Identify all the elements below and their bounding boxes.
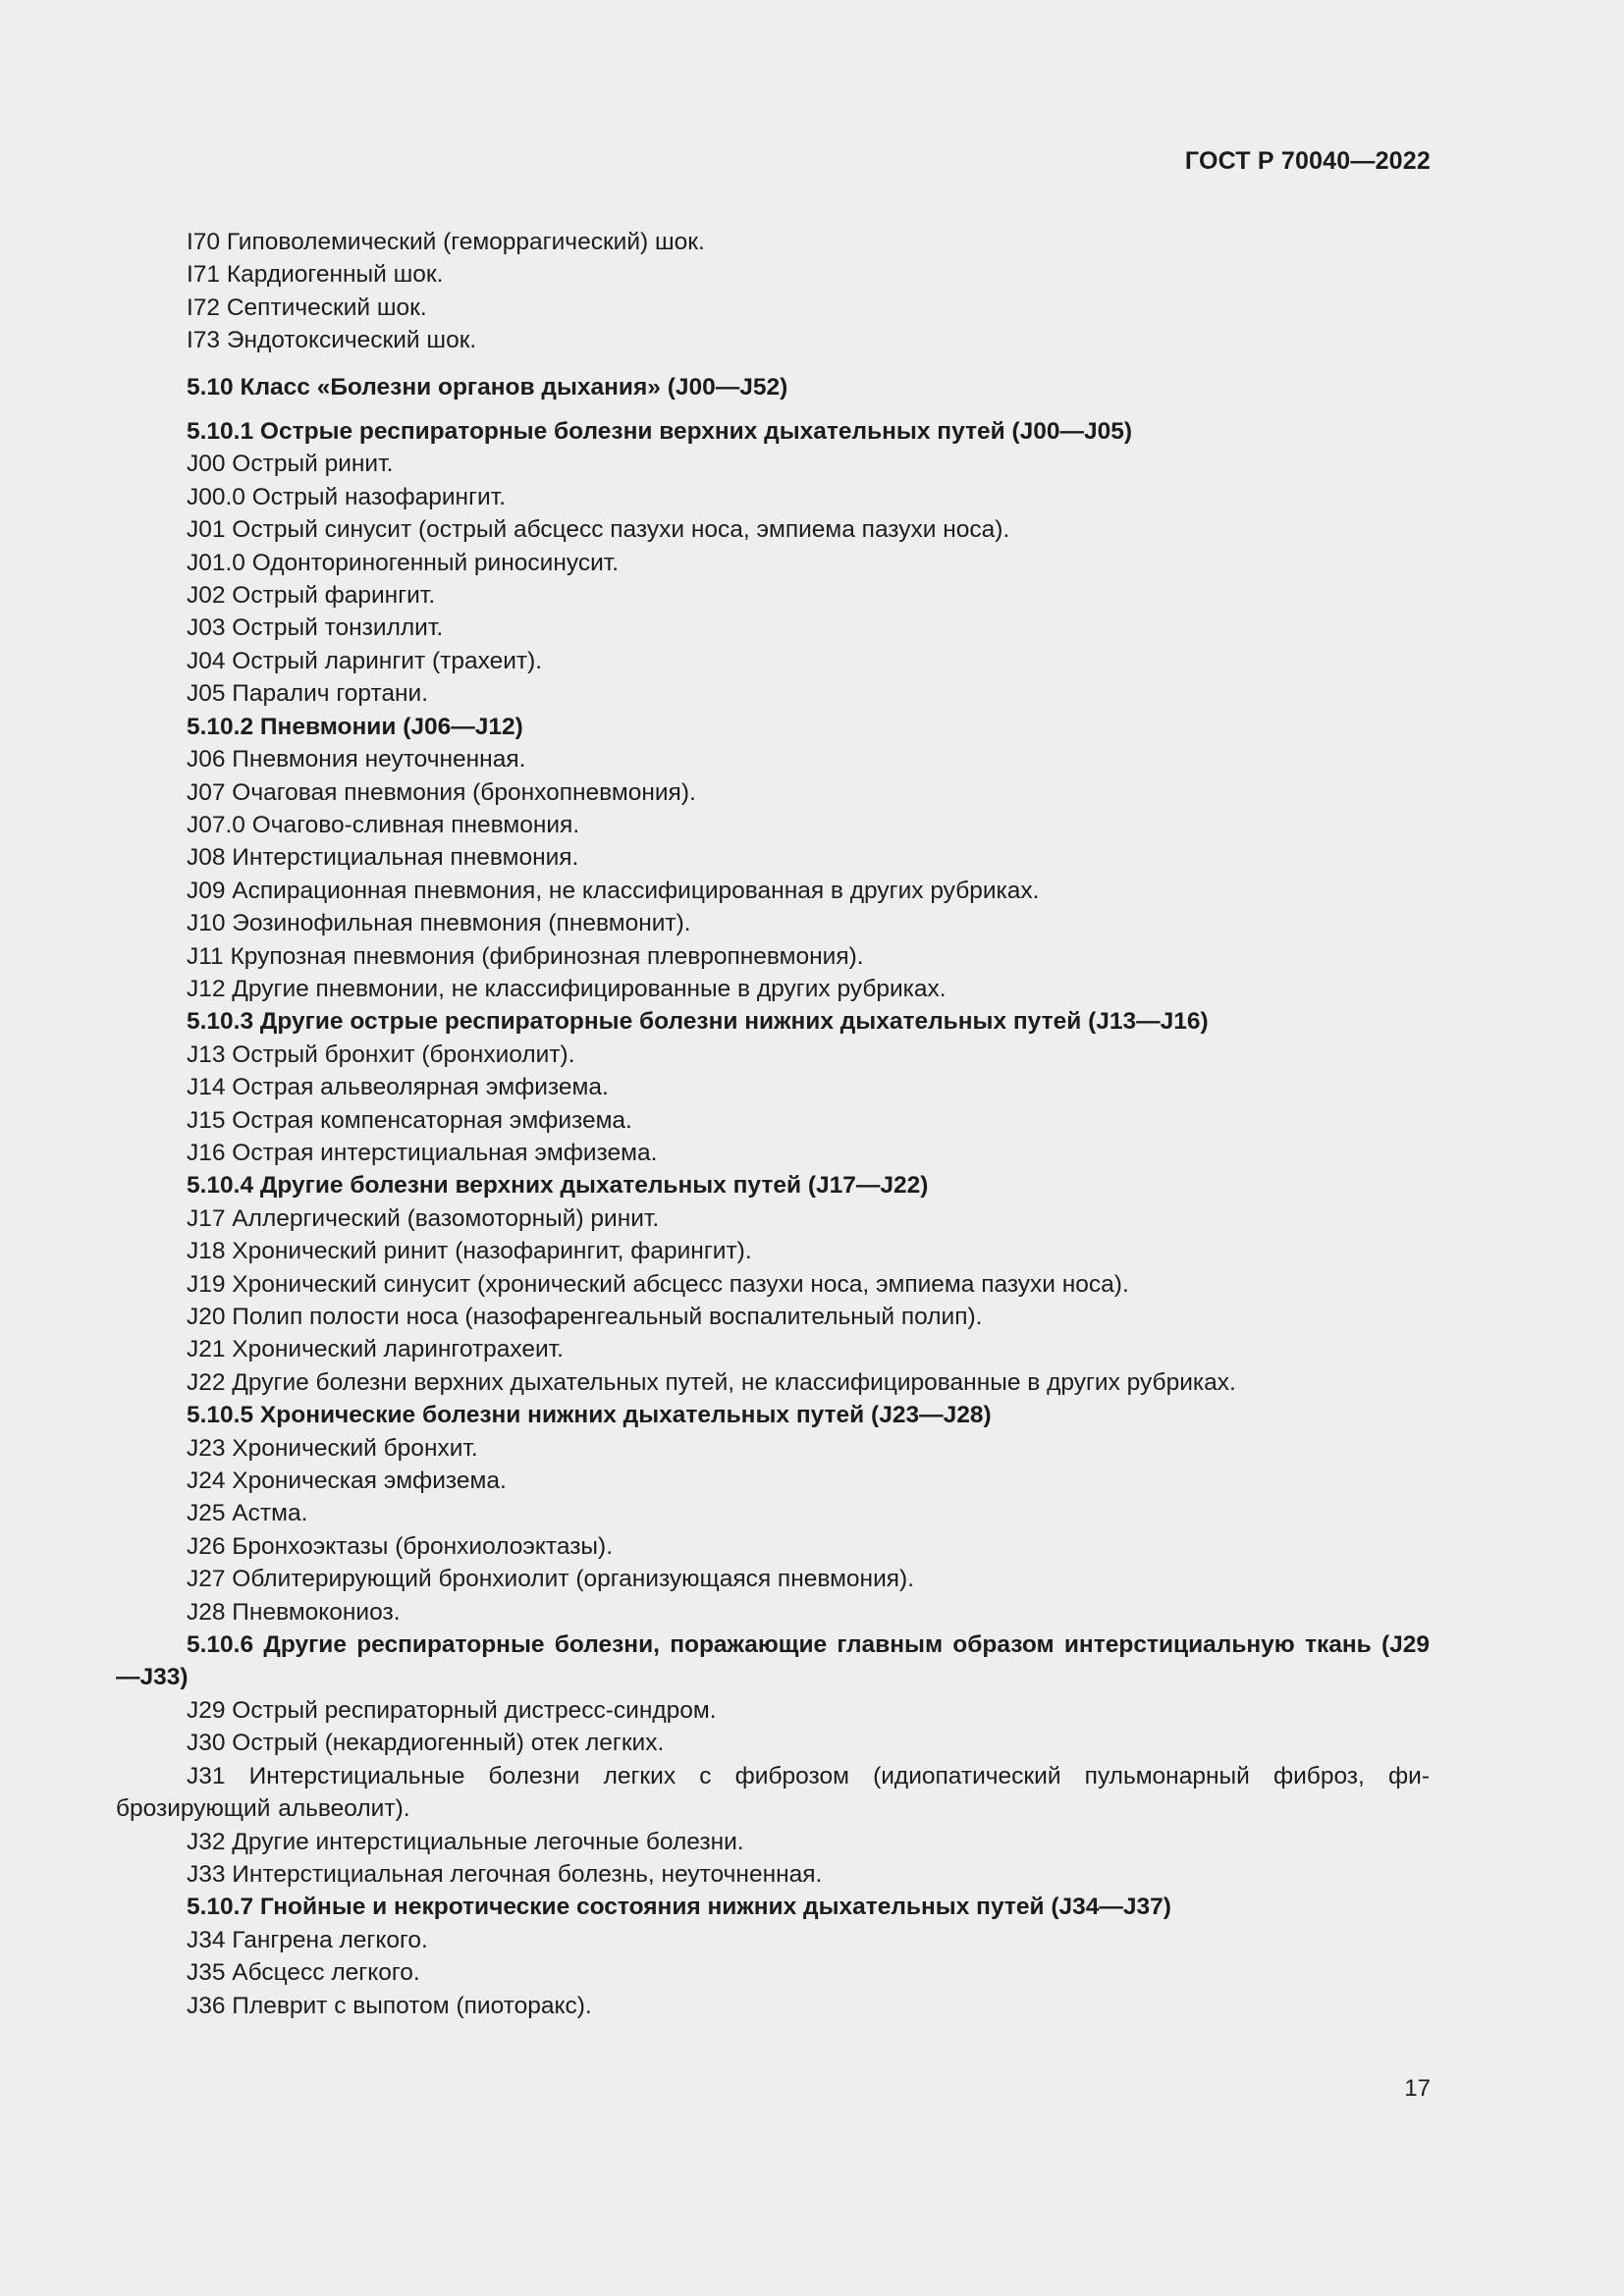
list-item: J30 Острый (некардиогенный) отек легких. xyxy=(187,1730,665,1757)
list-item: J29 Острый респираторный дистресс-синдром. xyxy=(187,1696,717,1724)
list-item: J02 Острый фарингит. xyxy=(187,582,436,610)
section-heading: 5.10.3 Другие острые респираторные болезни нижних дыхательных путей (J13—J16) xyxy=(187,1008,1209,1036)
list-item: J11 Крупозная пневмония (фибринозная плевропневмония). xyxy=(187,942,864,970)
section-heading: 5.10.6 Другие респираторные болезни, поражающие главным образом интерстициальную ткань (J29—J33) xyxy=(116,1631,1430,1691)
list-item: J36 Плеврит с выпотом (пиоторакс). xyxy=(187,1992,592,2019)
list-item: J14 Острая альвеолярная эмфизема. xyxy=(187,1074,609,1101)
list-item: J26 Бронхоэктазы (бронхиолоэктазы). xyxy=(187,1532,614,1560)
list-item: J21 Хронический ларинготрахеит. xyxy=(187,1336,564,1363)
list-item: J04 Острый ларингит (трахеит). xyxy=(187,647,543,674)
list-item: J33 Интерстициальная легочная болезнь, неуточненная. xyxy=(187,1860,823,1888)
list-item: J16 Острая интерстициальная эмфизема. xyxy=(187,1139,658,1166)
list-item: J35 Абсцесс легкого. xyxy=(187,1959,420,1987)
list-item: J27 Облитерирующий бронхиолит (организующаяся пневмония). xyxy=(187,1566,915,1593)
list-item: J20 Полип полости носа (назофаренгеальный воспалительный полип). xyxy=(187,1304,983,1330)
section-heading: 5.10 Класс «Болезни органов дыхания» (J00—J52) xyxy=(187,373,788,400)
section-heading: 5.10.4 Другие болезни верхних дыхательных путей (J17—J22) xyxy=(187,1172,929,1200)
list-item: J15 Острая компенсаторная эмфизема. xyxy=(187,1106,632,1134)
section-heading: 5.10.1 Острые респираторные болезни верхних дыхательных путей (J00—J05) xyxy=(187,418,1133,446)
section-heading: 5.10.5 Хронические болезни нижних дыхательных путей (J23—J28) xyxy=(187,1402,992,1429)
list-item: J05 Паралич гортани. xyxy=(187,680,429,708)
list-item: J00.0 Острый назофарингит. xyxy=(187,483,507,510)
list-item: J24 Хроническая эмфизема. xyxy=(187,1468,507,1495)
list-item: I73 Эндотоксический шок. xyxy=(187,327,477,354)
document-header: ГОСТ Р 70040—2022 xyxy=(1184,147,1431,175)
list-item: J25 Астма. xyxy=(187,1500,308,1527)
list-item: J08 Интерстициальная пневмония. xyxy=(187,844,579,872)
list-item: J10 Эозинофильная пневмония (пневмонит). xyxy=(187,910,691,937)
list-item: J22 Другие болезни верхних дыхательных путей, не классифицированные в других рубриках. xyxy=(187,1368,1236,1396)
list-item: J09 Аспирационная пневмония, не классифицированная в других рубриках. xyxy=(187,877,1040,904)
list-item: J28 Пневмокониоз. xyxy=(187,1598,401,1626)
list-item: J31 Интерстициальные болезни легких с фиброзом (идиопатический пульмонарный фиброз, фи-брозирующий альвеолит). xyxy=(116,1762,1430,1823)
list-item: J34 Гангрена легкого. xyxy=(187,1926,428,1953)
section-heading: 5.10.2 Пневмонии (J06—J12) xyxy=(187,713,523,740)
list-item: J32 Другие интерстициальные легочные болезни. xyxy=(187,1828,744,1855)
page-number: 17 xyxy=(1404,2075,1431,2102)
list-item: I71 Кардиогенный шок. xyxy=(187,261,444,289)
section-heading: 5.10.7 Гнойные и некротические состояния нижних дыхательных путей (J34—J37) xyxy=(187,1894,1171,1921)
list-item: J13 Острый бронхит (бронхиолит). xyxy=(187,1041,575,1068)
list-item: J19 Хронический синусит (хронический абсцесс пазухи носа, эмпиема пазухи носа). xyxy=(187,1270,1129,1298)
list-item: J06 Пневмония неуточненная. xyxy=(187,746,526,774)
list-item: I72 Септический шок. xyxy=(187,294,427,321)
list-item: J07 Очаговая пневмония (бронхопневмония). xyxy=(187,778,696,806)
list-item: J18 Хронический ринит (назофарингит, фарингит). xyxy=(187,1238,752,1265)
list-item: J01.0 Одонториногенный риносинусит. xyxy=(187,549,620,576)
list-item: J07.0 Очагово-сливная пневмония. xyxy=(187,811,580,838)
list-item: I70 Гиповолемический (геморрагический) шок. xyxy=(187,229,705,255)
list-item: J17 Аллергический (вазомоторный) ринит. xyxy=(187,1204,660,1232)
list-item: J00 Острый ринит. xyxy=(187,451,394,478)
list-item: J12 Другие пневмонии, не классифицированные в других рубриках. xyxy=(187,975,947,1002)
document-body xyxy=(116,226,1430,2022)
list-item: J03 Острый тонзиллит. xyxy=(187,614,444,642)
list-item: J23 Хронический бронхит. xyxy=(187,1434,478,1462)
list-item: J01 Острый синусит (острый абсцесс пазухи носа, эмпиема пазухи носа). xyxy=(187,516,1010,544)
